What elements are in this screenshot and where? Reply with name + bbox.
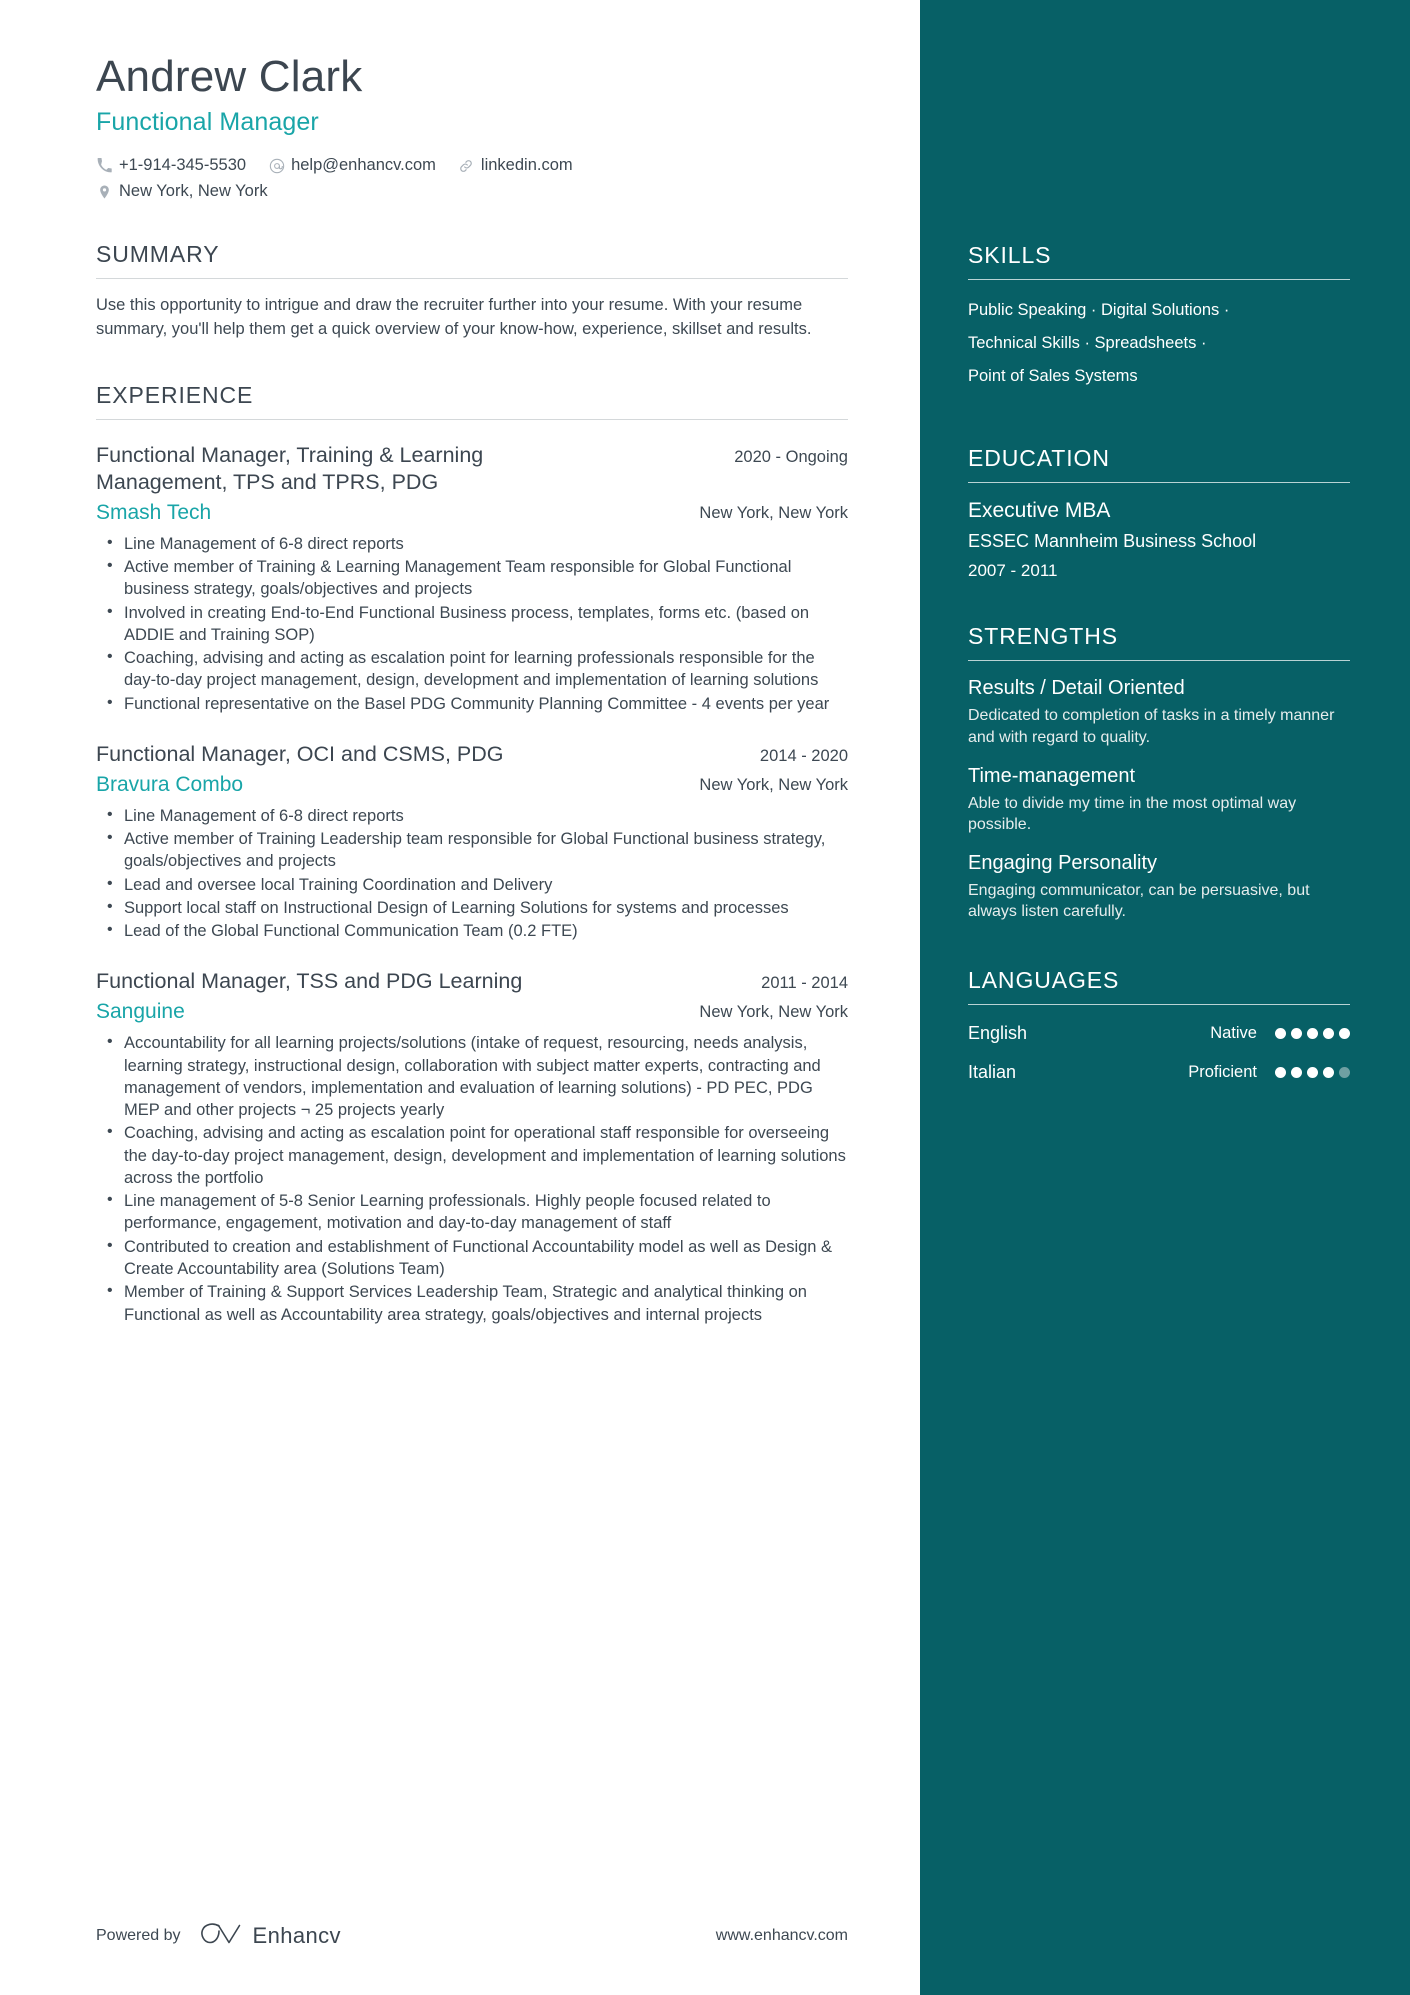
contact-phone[interactable] — [96, 156, 246, 175]
footer — [0, 1877, 920, 1995]
skills-line: Public Speaking · Digital Solutions · — [968, 301, 1230, 319]
list-item: • Coaching, advising and acting as escalation point for learning professionals responsible for the day-to-day project management, design, development and implementation of learning solutions — [96, 647, 848, 692]
education-school: ESSEC Mannheim Business School — [968, 531, 1257, 551]
skills-line: Point of Sales Systems — [968, 367, 1138, 385]
rating-dot — [1275, 1028, 1286, 1039]
rating-dot — [1291, 1028, 1302, 1039]
strength-name: Results / Detail Oriented — [968, 677, 1185, 700]
list-item: • Contributed to creation and establishment of Functional Accountability model as well as Design & Create Accountability area (Solutions Team) — [96, 1236, 848, 1281]
list-item: • Line Management of 6-8 direct reports — [96, 533, 848, 555]
enhancv-logo-icon — [199, 1921, 243, 1952]
experience-role: Functional Manager, Training & Learning Management, TPS and TPRS, PDG — [96, 443, 484, 494]
experience-date: 2011 - 2014 — [761, 974, 848, 993]
powered-by-label: Powered by — [96, 1927, 181, 1944]
skills-line: Technical Skills · Spreadsheets · — [968, 334, 1207, 352]
experience-location: New York, New York — [699, 775, 848, 794]
education-section-title: EDUCATION — [968, 445, 1110, 471]
rating-dot — [1307, 1028, 1318, 1039]
list-item: • Active member of Training & Learning Management Team responsible for Global Functional business strategy, goals/objectives and projects — [96, 556, 848, 601]
contact-line-secondary — [96, 182, 848, 201]
rating-dot — [1323, 1067, 1334, 1078]
languages-section — [968, 967, 1350, 1083]
experience-entry — [96, 442, 848, 715]
contact-link-text: linkedin.com — [480, 156, 573, 175]
sidebar-footer-fill — [920, 1877, 1410, 1995]
list-item: • Support local staff on Instructional Design of Learning Solutions for systems and processes — [96, 897, 848, 919]
education-degree: Executive MBA — [968, 499, 1111, 522]
language-item — [968, 1062, 1350, 1083]
list-item: • Functional representative on the Basel PDG Community Planning Committee - 4 events per year — [96, 693, 848, 715]
list-item: • Coaching, advising and acting as escalation point for operational staff responsible for overseeing the day-to-day project management, design, development and implementation of learning solutions across the portfolio — [96, 1122, 848, 1189]
experience-role: Functional Manager, TSS and PDG Learning — [96, 969, 523, 994]
experience-divider — [96, 419, 848, 420]
experience-company: Sanguine — [96, 1000, 185, 1024]
contact-location-text: New York, New York — [119, 182, 268, 201]
experience-bullets — [96, 533, 848, 715]
languages-section-title: LANGUAGES — [968, 966, 1120, 993]
contact-email[interactable] — [268, 156, 436, 175]
experience-entry-header — [96, 442, 848, 496]
language-item — [968, 1023, 1350, 1044]
strength-description: Able to divide my time in the most optimal way possible. — [968, 794, 1297, 834]
education-divider — [968, 482, 1350, 483]
list-item: • Accountability for all learning projects/solutions (intake of request, resourcing, needs analysis, learning strategy, instructional design, collaboration with subject matter experts, contracting and management of vendors, implementation and evaluation of learning solutions) - PD PEC, PDG MEP and other projects ¬ 25 projects yearly — [96, 1032, 848, 1121]
skills-section — [968, 242, 1350, 393]
strength-item — [968, 852, 1350, 923]
summary-divider — [96, 278, 848, 279]
location-icon — [96, 183, 113, 200]
experience-entry — [96, 968, 848, 1325]
sidebar-spacer — [968, 52, 1350, 242]
experience-entry-subheader — [96, 773, 848, 797]
email-icon — [268, 157, 285, 174]
footer-url: www.enhancv.com — [715, 1927, 848, 1944]
rating-dot — [1291, 1067, 1302, 1078]
language-name: English — [968, 1022, 1028, 1043]
experience-date: 2014 - 2020 — [759, 746, 848, 765]
education-section — [968, 445, 1350, 581]
strengths-section — [968, 623, 1350, 923]
skills-divider — [968, 279, 1350, 280]
experience-entry — [96, 741, 848, 942]
rating-dot — [1323, 1028, 1334, 1039]
education-entry — [968, 499, 1350, 581]
list-item: • Lead of the Global Functional Communication Team (0.2 FTE) — [96, 920, 848, 942]
list-item: • Involved in creating End-to-End Functional Business process, templates, forms etc. (based on ADDIE and Training SOP) — [96, 602, 848, 647]
contact-link[interactable] — [458, 156, 573, 175]
strength-description: Engaging communicator, can be persuasive, but always listen carefully. — [968, 881, 1310, 921]
list-item: • Active member of Training Leadership team responsible for Global Functional business strategy, goals/objectives and projects — [96, 828, 848, 873]
strengths-section-title: STRENGTHS — [968, 623, 1118, 650]
sidebar — [920, 0, 1410, 1995]
phone-icon — [96, 157, 113, 174]
language-rating-dots — [1275, 1067, 1350, 1078]
experience-location: New York, New York — [699, 503, 848, 522]
experience-section — [96, 382, 848, 1326]
strength-name: Time-management — [968, 764, 1136, 787]
experience-entry-header — [96, 968, 848, 995]
list-item: • Line Management of 6-8 direct reports — [96, 805, 848, 827]
summary-text: Use this opportunity to intrigue and draw the recruiter further into your resume. With your resume summary, you'll help them get a quick overview of your know-how, experience, skillset and results. — [96, 296, 812, 339]
list-item: • Lead and oversee local Training Coordination and Delivery — [96, 874, 848, 896]
experience-company: Smash Tech — [96, 500, 212, 524]
experience-section-title: EXPERIENCE — [96, 382, 254, 409]
page-title: Andrew Clark — [96, 52, 363, 101]
brand-name: Enhancv — [252, 1923, 341, 1948]
rating-dot — [1339, 1028, 1350, 1039]
experience-role: Functional Manager, OCI and CSMS, PDG — [96, 741, 504, 766]
language-name: Italian — [968, 1061, 1017, 1082]
link-icon — [458, 157, 475, 174]
summary-section — [96, 241, 848, 342]
languages-divider — [968, 1004, 1350, 1005]
experience-entry-subheader — [96, 501, 848, 525]
contact-email-text: help@enhancv.com — [291, 156, 436, 175]
header-block — [96, 52, 848, 201]
experience-bullets — [96, 1032, 848, 1325]
powered-by-block — [96, 1921, 341, 1952]
rating-dot — [1275, 1067, 1286, 1078]
rating-dot-empty — [1339, 1067, 1350, 1078]
rating-dot — [1307, 1067, 1318, 1078]
list-item: • Member of Training & Support Services Leadership Team, Strategic and analytical thinking on Functional as well as Accountability area strategy, goals/objectives and internal projects — [96, 1281, 848, 1326]
experience-date: 2020 - Ongoing — [734, 448, 848, 467]
language-rating-dots — [1275, 1028, 1350, 1039]
strength-item — [968, 765, 1350, 836]
skills-section-title: SKILLS — [968, 242, 1052, 268]
contact-location — [96, 182, 268, 201]
language-level: Native — [1210, 1023, 1257, 1042]
experience-bullets — [96, 805, 848, 943]
experience-entry-header — [96, 741, 848, 768]
skills-list — [968, 294, 1350, 393]
strength-name: Engaging Personality — [968, 851, 1158, 874]
contact-line-primary — [96, 156, 848, 175]
contact-phone-text: +1-914-345-5530 — [119, 156, 247, 175]
strength-item — [968, 677, 1350, 748]
job-title: Functional Manager — [96, 108, 319, 137]
experience-location: New York, New York — [699, 1003, 848, 1022]
strength-description: Dedicated to completion of tasks in a timely manner and with regard to quality. — [968, 707, 1335, 746]
experience-company: Bravura Combo — [96, 772, 244, 796]
summary-section-title: SUMMARY — [96, 241, 220, 268]
list-item: • Line management of 5-8 Senior Learning professionals. Highly people focused related to performance, engagement, motivation and day-to-day management of staff — [96, 1190, 848, 1235]
education-years: 2007 - 2011 — [968, 561, 1058, 581]
contact-details — [96, 156, 848, 201]
language-level: Proficient — [1188, 1062, 1257, 1081]
experience-entry-subheader — [96, 1000, 848, 1024]
strengths-divider — [968, 660, 1350, 661]
